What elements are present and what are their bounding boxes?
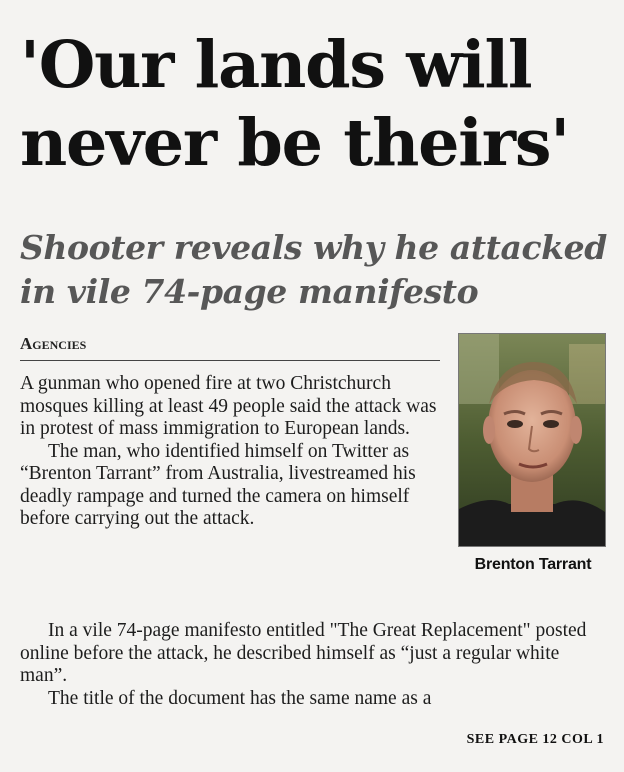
byline: Agencies [20, 334, 440, 361]
article-body-column [20, 373, 440, 531]
portrait-photo [458, 333, 606, 547]
continuation-reference: SEE PAGE 12 COL 1 [466, 732, 604, 747]
cropped-previous-text [26, 0, 206, 6]
paragraph-4: The title of the document has the same name as a [48, 687, 432, 709]
subheadline: Shooter reveals why he attacked in vile 74-page manifesto [20, 228, 607, 311]
paragraph-2: The man, who identified himself on Twitter as “Brenton Tarrant” from Australia, livestreamed his deadly rampage and turned the camera on himself before carrying out the attack. [20, 440, 416, 529]
portrait-illustration [459, 334, 605, 546]
photo-caption: Brenton Tarrant [474, 556, 592, 573]
paragraph-3: In a vile 74-page manifesto entitled "The Great Replacement" posted online before the attack, he described himself as “just a regular white man”. [20, 620, 587, 686]
headline: 'Our lands will never be theirs' [20, 27, 569, 181]
article-body-wide [20, 620, 610, 710]
paragraph-1: A gunman who opened fire at two Christchurch mosques killing at least 49 people said the attack was in protest of mass immigration to European lands. [20, 373, 437, 439]
